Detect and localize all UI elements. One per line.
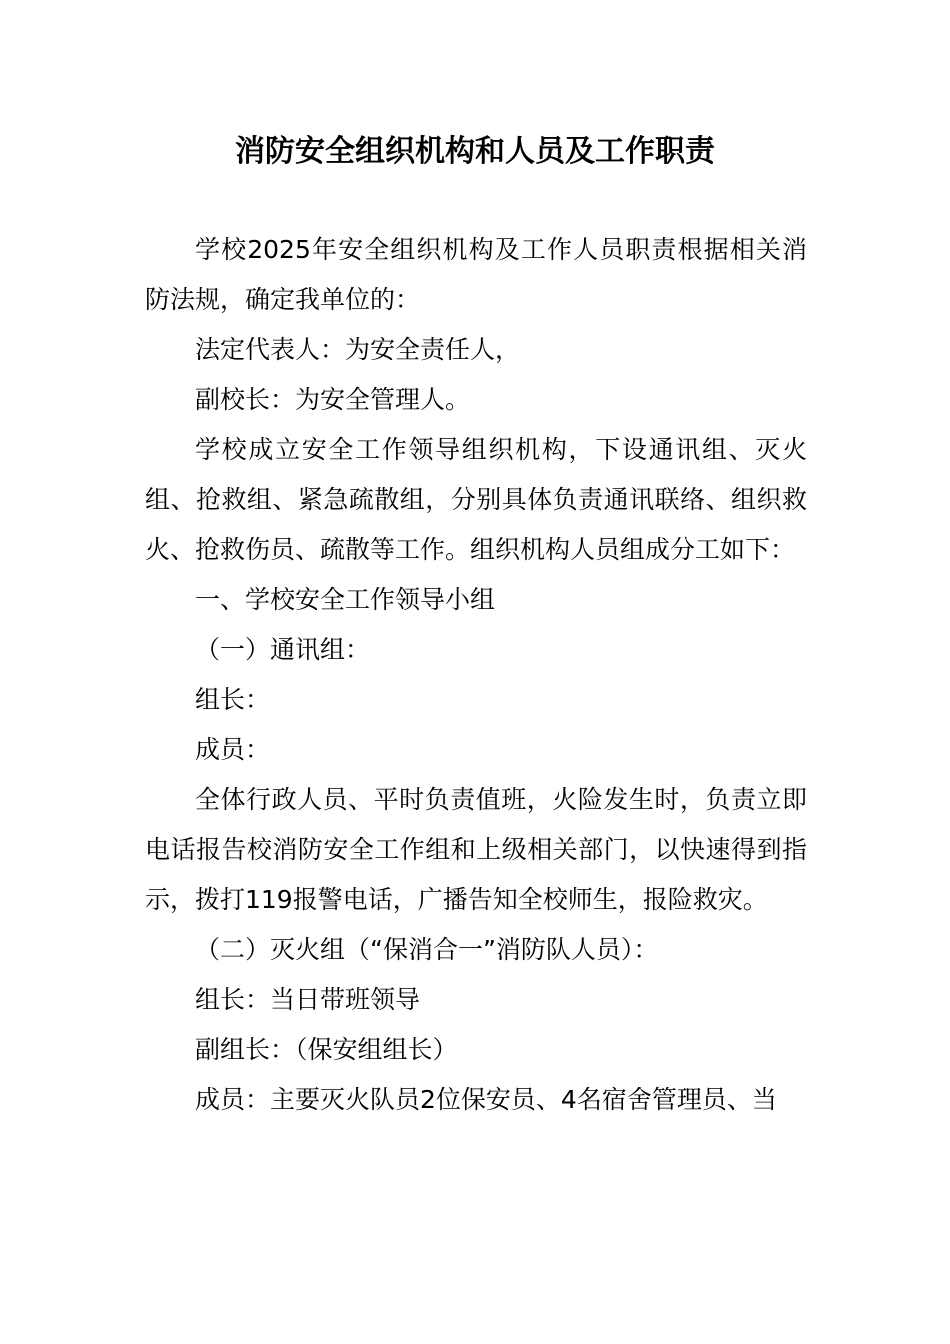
organization-paragraph: 学校成立安全工作领导组织机构，下设通讯组、灭火组、抢救组、紧急疏散组，分别具体负责通讯联络、组织救火、抢救伤员、疏散等工作。组织机构人员组成分工如下：	[145, 435, 807, 564]
intro-paragraph: 学校2025年安全组织机构及工作人员职责根据相关消防法规，确定我单位的：	[145, 235, 807, 314]
legal-representative-line: 法定代表人：为安全责任人，	[195, 335, 521, 364]
firefighting-group-leader: 组长：当日带班领导	[195, 985, 421, 1014]
document-body	[145, 225, 807, 1125]
subsection-heading-communication-group: （一）通讯组：	[195, 635, 371, 664]
section-heading-leadership-group: 一、学校安全工作领导小组	[195, 585, 496, 614]
vice-principal-line: 副校长：为安全管理人。	[195, 385, 471, 414]
firefighting-group-deputy-leader: 副组长：（保安组组长）	[195, 1035, 458, 1064]
communication-group-duties: 全体行政人员、平时负责值班，火险发生时，负责立即电话报告校消防安全工作组和上级相关部门，以快速得到指示，拨打119报警电话，广播告知全校师生，报险救灾。	[145, 785, 807, 914]
firefighting-group-members: 成员：主要灭火队员2位保安员、4名宿舍管理员、当	[195, 1085, 777, 1114]
communication-group-leader: 组长：	[195, 685, 271, 714]
communication-group-members: 成员：	[195, 735, 271, 764]
subsection-heading-firefighting-group: （二）灭火组（“保消合一”消防队人员）：	[195, 935, 659, 964]
document-title: 消防安全组织机构和人员及工作职责	[235, 134, 715, 169]
